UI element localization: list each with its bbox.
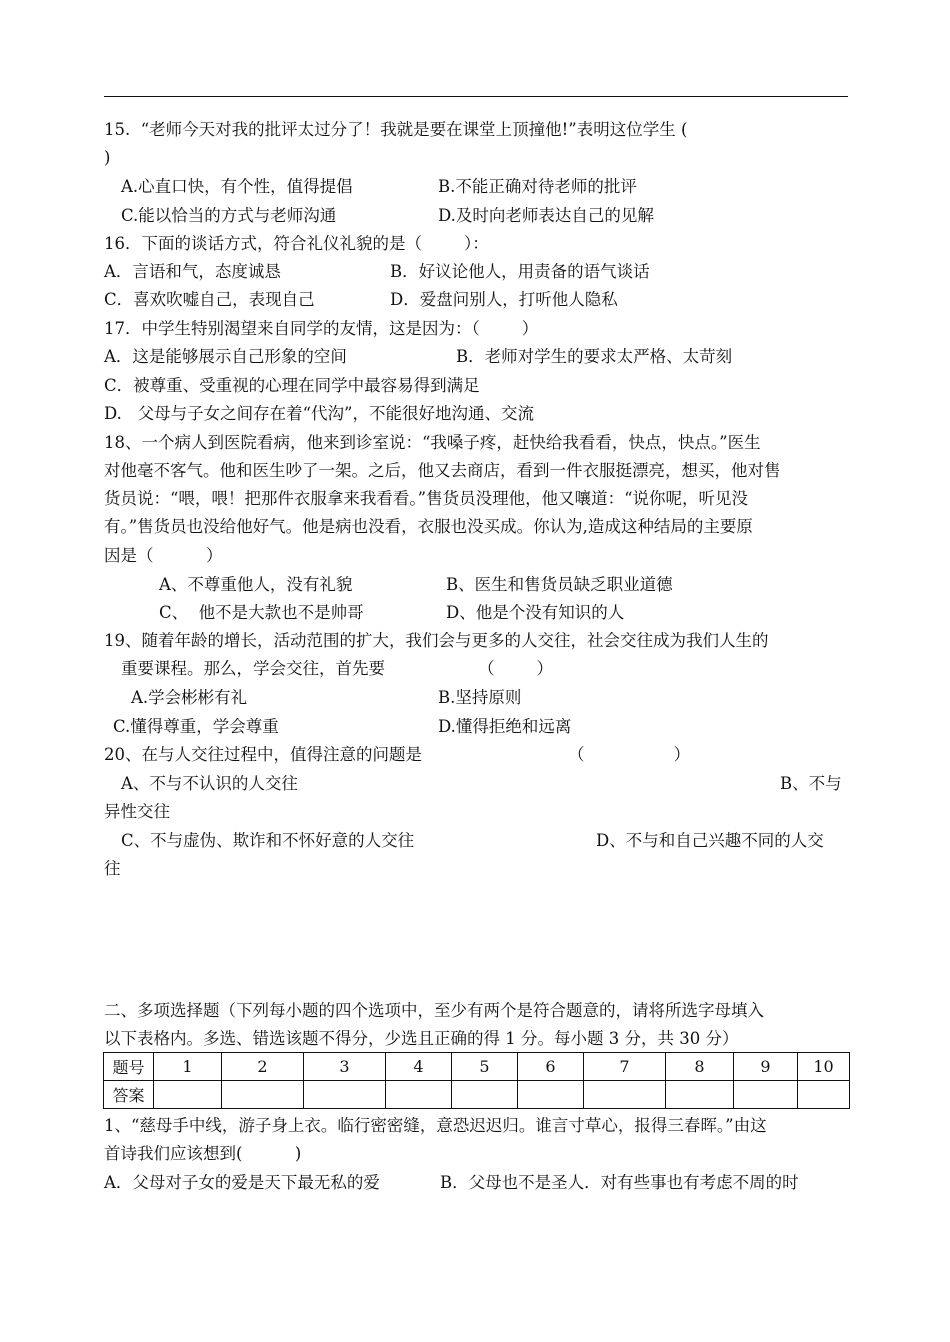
question-number-cell: 7: [584, 1053, 666, 1081]
q17-option-a: A．这是能够展示自己形象的空间: [104, 347, 347, 366]
q15-option-d: D.及时向老师表达自己的见解: [438, 206, 654, 225]
q18-option-c: C、 他不是大款也不是帅哥: [159, 603, 364, 622]
q15-option-a: A.心直口快，有个性，值得提倡: [121, 177, 353, 196]
answer-cell[interactable]: [304, 1081, 386, 1109]
q19-option-d: D.懂得拒绝和远离: [438, 717, 572, 736]
question-number-cell: 2: [222, 1053, 304, 1081]
q18-stem-line5: 因是（ ）: [104, 546, 223, 565]
q18-option-b: B、医生和售货员缺乏职业道德: [446, 575, 673, 594]
q19-stem-line1: 19、随着年龄的增长，活动范围的扩大，我们会与更多的人交往，社会交往成为我们人生的: [104, 631, 769, 650]
q20-option-a: A、不与不认识的人交往: [121, 774, 298, 793]
question-number-cell: 5: [452, 1053, 518, 1081]
s2-q1-stem-line1: 1、“慈母手中线，游子身上衣。临行密密缝，意恐迟迟归。谁言寸草心，报得三春晖。”由这: [104, 1116, 767, 1135]
q18-stem-line2: 对他毫不客气。他和医生吵了一架。之后，他又去商店，看到一件衣服挺漂亮，想买，他对售: [104, 461, 781, 480]
section2-heading-line2: 以下表格内。多选、错选该题不得分，少选且正确的得 1 分。每小题 3 分，共 30 分）: [104, 1029, 739, 1048]
question-number-cell: 4: [386, 1053, 452, 1081]
q19-option-a: A.学会彬彬有礼: [131, 688, 248, 707]
q19-option-c: C.懂得尊重，学会尊重: [113, 717, 279, 736]
q16-option-a: A．言语和气，态度诚恳: [104, 262, 281, 281]
q15-option-c: C.能以恰当的方式与老师沟通: [121, 206, 337, 225]
q18-option-d: D、他是个没有知识的人: [446, 603, 625, 622]
answer-cell[interactable]: [386, 1081, 452, 1109]
q16-option-c: C．喜欢吹嘘自己，表现自己: [104, 290, 315, 309]
answer-cell[interactable]: [154, 1081, 222, 1109]
q20-option-b-part1: B、不与: [780, 774, 842, 793]
answer-table-number-row: [104, 1053, 850, 1081]
section2-heading-line1: 二、多项选择题（下列每小题的四个选项中，至少有两个是符合题意的，请将所选字母填入: [104, 1001, 764, 1020]
q15-stem-line1: 15. “老师今天对我的批评太过分了！我就是要在课堂上顶撞他!”表明这位学生 (: [104, 120, 688, 139]
q20-option-d-part2: 往: [104, 859, 121, 878]
q18-stem-line1: 18、一个病人到医院看病，他来到诊室说：“我嗓子疼，赶快给我看看，快点，快点。”医生: [104, 433, 761, 452]
answer-cell[interactable]: [584, 1081, 666, 1109]
answer-cell[interactable]: [666, 1081, 734, 1109]
q20-option-d-part1: D、不与和自己兴趣不同的人交: [596, 831, 824, 850]
s2-q1-option-a: A．父母对子女的爱是天下最无私的爱: [104, 1173, 380, 1192]
q17-option-b: B．老师对学生的要求太严格、太苛刻: [456, 347, 733, 366]
q20-stem: 20、在与人交往过程中，值得注意的问题是: [104, 745, 422, 764]
q18-stem-line4: 有。”售货员也没给他好气。他是病也没看，衣服也没买成。你认为,造成这种结局的主要原: [104, 517, 753, 536]
answer-cell[interactable]: [798, 1081, 850, 1109]
table-row-label: 题号: [104, 1053, 154, 1081]
question-number-cell: 8: [666, 1053, 734, 1081]
q19-answer-paren: （ ）: [478, 659, 553, 678]
answer-cell[interactable]: [518, 1081, 584, 1109]
q18-option-a: A、不尊重他人，没有礼貌: [159, 575, 353, 594]
q19-stem-line2: 重要课程。那么，学会交往，首先要: [121, 659, 385, 678]
q17-stem: 17．中学生特别渴望来自同学的友情，这是因为：（ ）: [104, 319, 539, 338]
question-number-cell: 6: [518, 1053, 584, 1081]
table-row-label: 答案: [104, 1081, 154, 1109]
q20-option-b-part2: 异性交往: [104, 802, 170, 821]
answer-table-answer-row: [104, 1081, 850, 1109]
answer-table: [103, 1052, 850, 1109]
q17-option-c: C．被尊重、受重视的心理在同学中最容易得到满足: [104, 376, 480, 395]
q18-stem-line3: 货员说：“喂，喂！把那件衣服拿来我看看。”售货员没理他，他又嚷道：“说你呢，听见没: [104, 489, 749, 508]
answer-cell[interactable]: [734, 1081, 798, 1109]
q20-answer-paren: （ ）: [568, 745, 691, 764]
question-number-cell: 1: [154, 1053, 222, 1081]
answer-cell[interactable]: [452, 1081, 518, 1109]
q15-stem-line2: ): [104, 148, 111, 167]
q20-option-c: C、不与虚伪、欺诈和不怀好意的人交往: [121, 831, 415, 850]
answer-cell[interactable]: [222, 1081, 304, 1109]
question-number-cell: 3: [304, 1053, 386, 1081]
q16-stem: 16．下面的谈话方式，符合礼仪礼貌的是（ ）：: [104, 234, 489, 253]
s2-q1-option-b: B．父母也不是圣人．对有些事也有考虑不周的时: [440, 1173, 799, 1192]
q19-option-b: B.坚持原则: [438, 688, 522, 707]
q15-option-b: B.不能正确对待老师的批评: [438, 177, 637, 196]
question-number-cell: 9: [734, 1053, 798, 1081]
header-rule: [104, 96, 848, 97]
s2-q1-stem-line2: 首诗我们应该想到( ): [104, 1144, 302, 1163]
q16-option-d: D．爱盘问别人，打听他人隐私: [390, 290, 618, 309]
q17-option-d: D. 父母与子女之间存在着“代沟”，不能很好地沟通、交流: [104, 404, 534, 423]
q16-option-b: B．好议论他人，用责备的语气谈话: [390, 262, 650, 281]
question-number-cell: 10: [798, 1053, 850, 1081]
